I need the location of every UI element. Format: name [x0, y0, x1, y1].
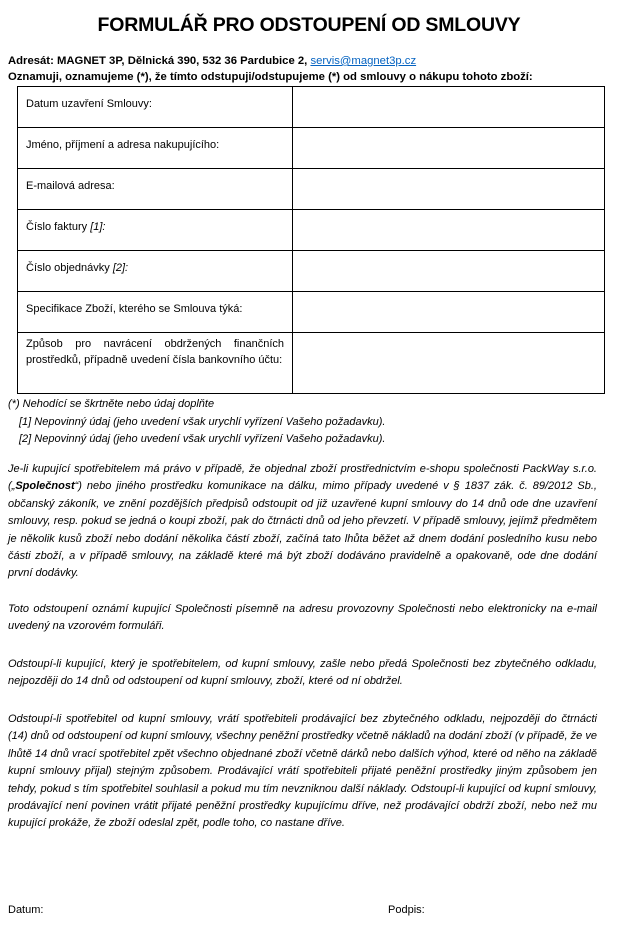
form-label: Číslo objednávky [2]: — [18, 251, 293, 292]
order-number-field[interactable] — [293, 251, 604, 291]
footnote-asterisk: (*) Nehodící se škrtněte nebo údaj doplňte — [8, 398, 215, 410]
addressee-text: Adresát: MAGNET 3P, Dělnická 390, 532 36 Pardubice 2, — [8, 55, 311, 67]
form-row-order-number — [18, 251, 605, 292]
paragraph-notice-method: Toto odstoupení oznámí kupující Společnosti písemně na adresu provozovny Společnosti nebo elektronicky na e-mail uvedený na vzorovém formuláři. — [8, 603, 597, 633]
form-label: Způsob pro navrácení obdržených finančních prostředků, případně uvedení čísla bankovního účtu: — [18, 333, 293, 394]
refund-method-field[interactable] — [293, 336, 604, 393]
form-label: Číslo faktury [1]: — [18, 210, 293, 251]
form-value-cell[interactable] — [293, 87, 605, 128]
form-row-goods-spec — [18, 292, 605, 333]
form-value-cell[interactable] — [293, 292, 605, 333]
form-label: E-mailová adresa: — [18, 169, 293, 210]
invoice-number-field[interactable] — [293, 210, 604, 250]
form-row-invoice-number — [18, 210, 605, 251]
contract-date-field[interactable] — [293, 87, 604, 127]
form-row-refund-method — [18, 333, 605, 394]
paragraph-return-goods: Odstoupí-li kupující, který je spotřebitelem, od kupní smlouvy, zašle nebo předá Společnosti bez zbytečného odkladu, nejpozději do 14 dnů od odstoupení od kupní smlouvy, zboží, které od ní obdržel. — [8, 658, 597, 688]
goods-specification-field[interactable] — [293, 292, 604, 332]
footnotes — [8, 396, 385, 449]
company-term: Společnost — [15, 480, 75, 493]
withdrawal-notice: Oznamuji, oznamujeme (*), že tímto odstupuji/odstupujeme (*) od smlouvy o nákupu tohoto zboží: — [8, 71, 533, 83]
paragraph-refund: Odstoupí-li spotřebitel od kupní smlouvy, vrátí spotřebiteli prodávající bez zbytečného odkladu, nejpozději do čtrnácti (14) dnů od odstoupení od kupní smlouvy, všechny peněžní prostředky včetně nákladů na dodání zboží (v případě, že ve lhůtě 14 dnů vrací spotřebitel zpět všechno objednané zboží včetně dárků nebo dalších výhod, které od něho na základě kupní smlouvy přijal) stejným způsobem. Prodávající vrátí spotřebiteli přijaté peněžní prostředky jiným způsobem jen tehdy, pokud s tím spotřebitel souhlasil a pokud mu tím nevzniknou další náklady. Odstoupí-li kupující od kupní smlouvy, prodávající není povinen vrátit přijaté peněžní prostředky kupujícímu dříve, než prodávající obdrží zboží, nebo než mu kupující prokáže, že zboží odeslal zpět, podle toho, co nastane dříve. — [8, 713, 597, 830]
paragraph-withdrawal-right: Je-li kupující spotřebitelem má právo v případě, že objednal zboží prostřednictvím e-shopu společnosti PackWay s.r.o. („Společnost“) nebo jiného prostředku komunikace na dálku, mimo případy uvedené v § 1837 zák. č. 89/2012 Sb., občanský zákoník, ve znění pozdějších předpisů odstoupit od již uzavřené kupní smlouvy do 14 dnů ode dne uzavření smlouvy, resp. pokud se jedná o koupi zboží, pak do čtrnácti dnů od jeho převzetí. V případě smlouvy, jejímž předmětem je několik kusů zboží nebo dodání několika částí zboží, začíná tato lhůta běžet až dnem dodání posledního kusu nebo části zboží, a v případě smlouvy, na základě které má být zboží dodáváno pravidelně a opakovaně, ode dne dodání první dodávky. — [8, 463, 597, 580]
form-value-cell[interactable] — [293, 210, 605, 251]
form-value-cell[interactable] — [293, 251, 605, 292]
signature-label: Podpis: — [388, 904, 425, 916]
form-label: Datum uzavření Smlouvy: — [18, 87, 293, 128]
footnote-ref: [1]: — [90, 221, 106, 233]
addressee-line — [8, 55, 416, 67]
email-field[interactable] — [293, 169, 604, 209]
withdrawal-form-table — [17, 86, 605, 394]
addressee-email-link[interactable]: servis@magnet3p.cz — [310, 55, 417, 67]
form-value-cell[interactable] — [293, 333, 605, 394]
buyer-name-address-field[interactable] — [293, 128, 604, 168]
form-value-cell[interactable] — [293, 169, 605, 210]
form-row-buyer-name — [18, 128, 605, 169]
footnote-1: [1] Nepovinný údaj (jeho uvedení však urychlí vyřízení Vašeho požadavku). — [19, 415, 386, 428]
page-title: FORMULÁŘ PRO ODSTOUPENÍ OD SMLOUVY — [97, 14, 521, 36]
footnote-ref: [2]: — [112, 262, 129, 274]
form-value-cell[interactable] — [293, 128, 605, 169]
form-row-contract-date — [18, 87, 605, 128]
form-label: Jméno, příjmení a adresa nakupujícího: — [18, 128, 293, 169]
footnote-2: [2] Nepovinný údaj (jeho uvedení však urychlí vyřízení Vašeho požadavku). — [19, 433, 386, 445]
date-label: Datum: — [8, 904, 44, 916]
form-row-email — [18, 169, 605, 210]
form-label: Specifikace Zboží, kterého se Smlouva týká: — [18, 292, 293, 333]
